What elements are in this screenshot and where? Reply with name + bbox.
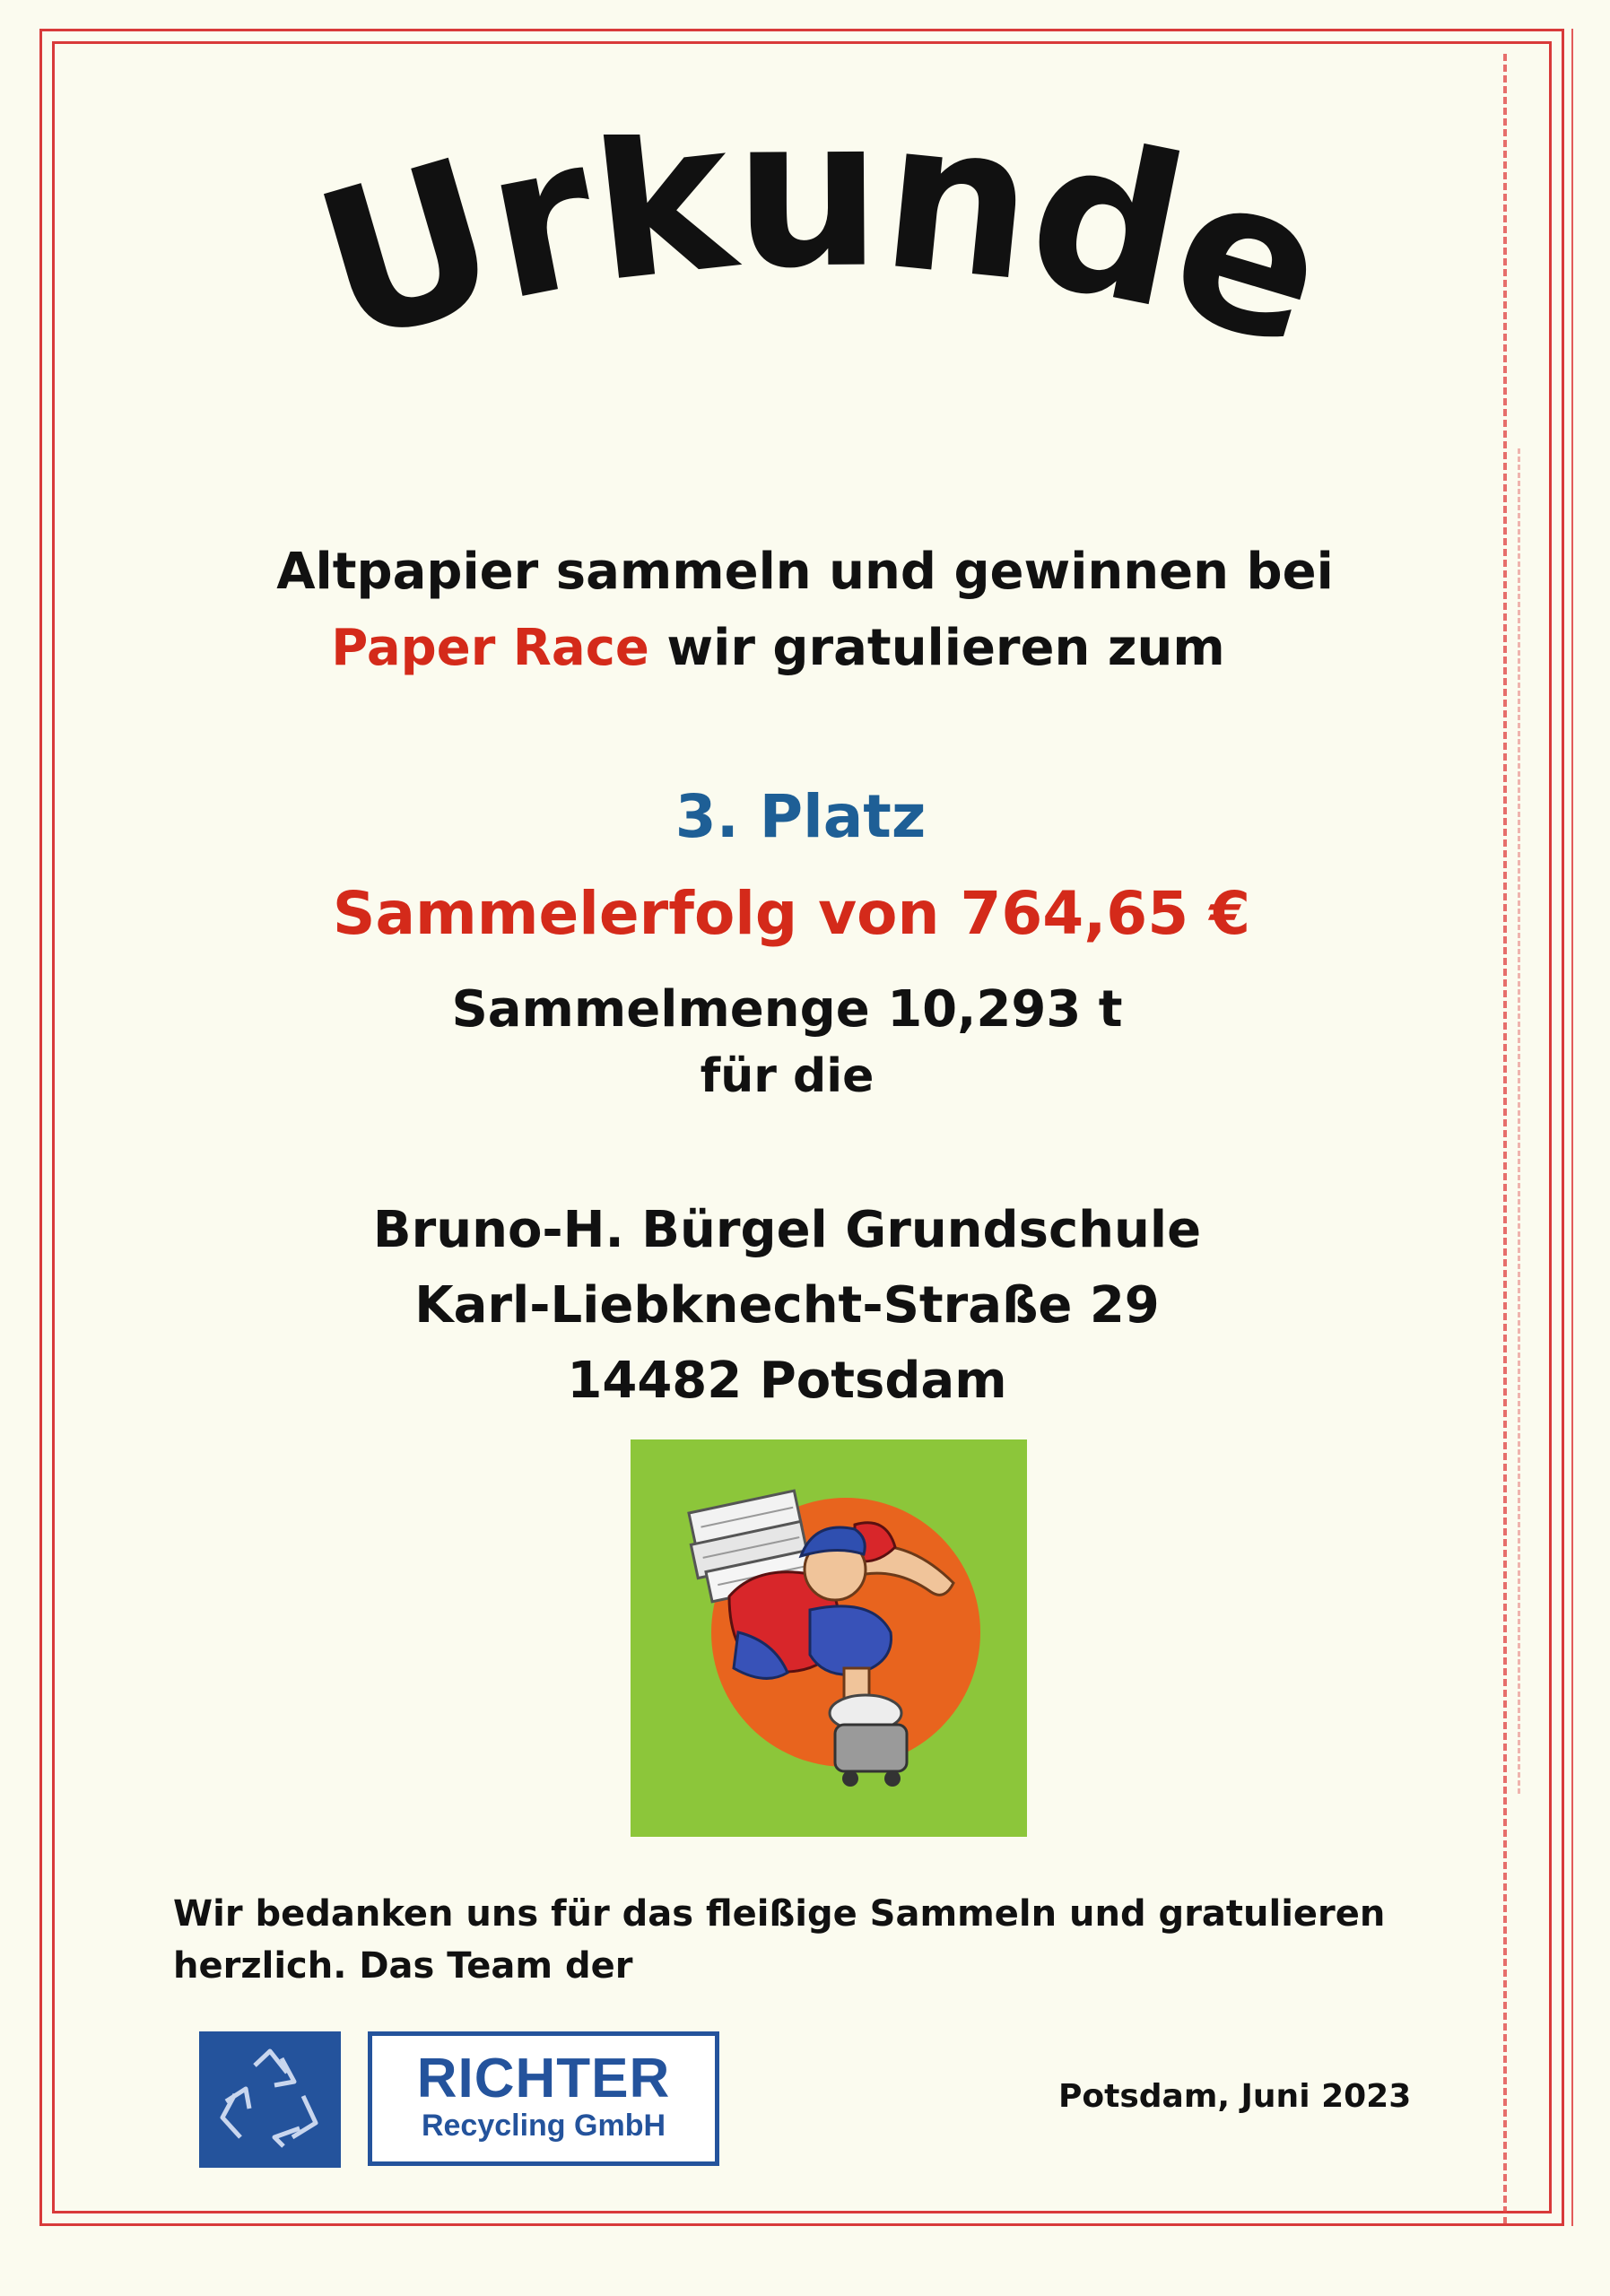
intro-line-2 — [0, 619, 1583, 677]
intro-line-1: Altpapier sammeln und gewinnen bei — [276, 543, 1334, 601]
school-name: Bruno-H. Bürgel Grundschule — [372, 1201, 1202, 1259]
svg-text:Urkunde — [294, 135, 1347, 394]
for-label: für die — [700, 1049, 875, 1103]
school-street: Karl-Liebknecht-Straße 29 — [414, 1276, 1160, 1335]
certificate-title — [0, 135, 1610, 422]
paper-collector-illustration — [631, 1439, 1027, 1837]
company-name: RICHTER — [416, 2048, 671, 2109]
recycle-icon — [199, 2031, 341, 2168]
title-text: Urkunde — [294, 135, 1347, 394]
school-address — [0, 1193, 1592, 1419]
collection-result: Sammelerfolg von 764,65 € — [332, 879, 1251, 948]
collection-amount: Sammelmenge 10,293 t — [451, 980, 1123, 1039]
intro-line-2-rest: wir gratulieren zum — [648, 619, 1225, 677]
event-name: Paper Race — [331, 619, 649, 677]
place-ranking: 3. Platz — [674, 782, 927, 851]
company-logo — [368, 2031, 719, 2166]
school-city: 14482 Potsdam — [567, 1352, 1007, 1410]
company-subtitle: Recycling GmbH — [421, 2109, 666, 2143]
place-and-date: Potsdam, Juni 2023 — [1058, 2078, 1412, 2115]
thanks-text: Wir bedanken uns für das fleißige Sammeln und gratulieren herzlich. Das Team der — [173, 1893, 1386, 1987]
